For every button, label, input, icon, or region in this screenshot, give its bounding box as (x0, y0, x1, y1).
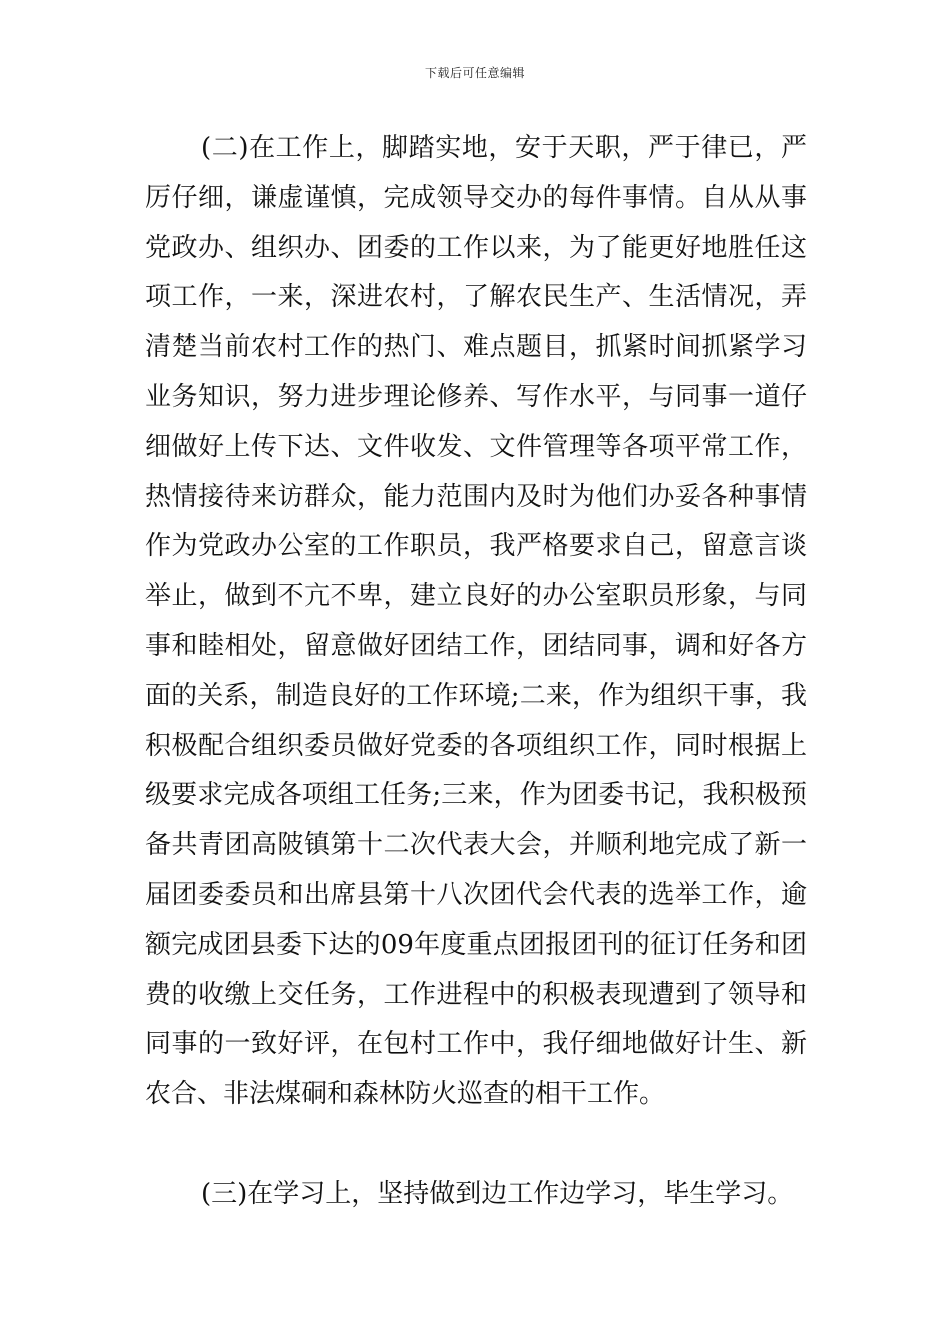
paragraph-line: 届团委委员和出席县第十八次团代会代表的选举工作，逾 (145, 879, 807, 910)
paragraph-study (145, 1170, 807, 1220)
paragraph-line: 备共青团高陂镇第十二次代表大会，并顺利地完成了新一 (145, 830, 807, 861)
page-header: 下载后可任意编辑 (424, 66, 525, 80)
paragraph-line: 厉仔细，谦虚谨慎，完成领导交办的每件事情。自从从事 (145, 182, 807, 213)
paragraph-work (145, 124, 807, 1120)
paragraph-line: (二)在工作上，脚踏实地，安于天职，严于律已，严 (201, 133, 807, 163)
paragraph-line: 面的关系，制造良好的工作环境;二来，作为组织干事，我 (145, 680, 807, 711)
paragraph-line: 农合、非法煤硐和森林防火巡查的相干工作。 (145, 1079, 666, 1110)
paragraph-line: 热情接待来访群众，能力范围内及时为他们办妥各种事情 (145, 481, 807, 512)
paragraph-line: 清楚当前农村工作的热门、难点题目，抓紧时间抓紧学习 (145, 332, 807, 363)
paragraph-line: 额完成团县委下达的09年度重点团报团刊的征订任务和团 (145, 929, 807, 960)
paragraph-line: 举止，做到不亢不卑，建立良好的办公室职员形象，与同 (145, 581, 807, 612)
paragraph-line: 作为党政办公室的工作职员，我严格要求自己，留意言谈 (145, 531, 807, 562)
paragraph-line: 费的收缴上交任务，工作进程中的积极表现遭到了领导和 (145, 979, 807, 1010)
paragraph-line: 事和睦相处，留意做好团结工作，团结同事，调和好各方 (145, 630, 807, 661)
paragraph-line: 级要求完成各项组工任务;三来，作为团委书记，我积极预 (145, 780, 807, 811)
paragraph-line: 项工作，一来，深进农村，了解农民生产、生活情况，弄 (145, 282, 807, 313)
paragraph-line: 细做好上传下达、文件收发、文件管理等各项平常工作， (145, 431, 807, 462)
paragraph-line: 积极配合组织委员做好党委的各项组织工作，同时根据上 (145, 730, 807, 761)
paragraph-line: 同事的一致好评，在包村工作中，我仔细地做好计生、新 (145, 1029, 807, 1060)
paragraph-line: (三)在学习上，坚持做到边工作边学习，毕生学习。 (201, 1179, 794, 1209)
paragraph-line: 党政办、组织办、团委的工作以来，为了能更好地胜任这 (145, 232, 807, 263)
paragraph-line: 业务知识，努力进步理论修养、写作水平，与同事一道仔 (145, 381, 807, 412)
